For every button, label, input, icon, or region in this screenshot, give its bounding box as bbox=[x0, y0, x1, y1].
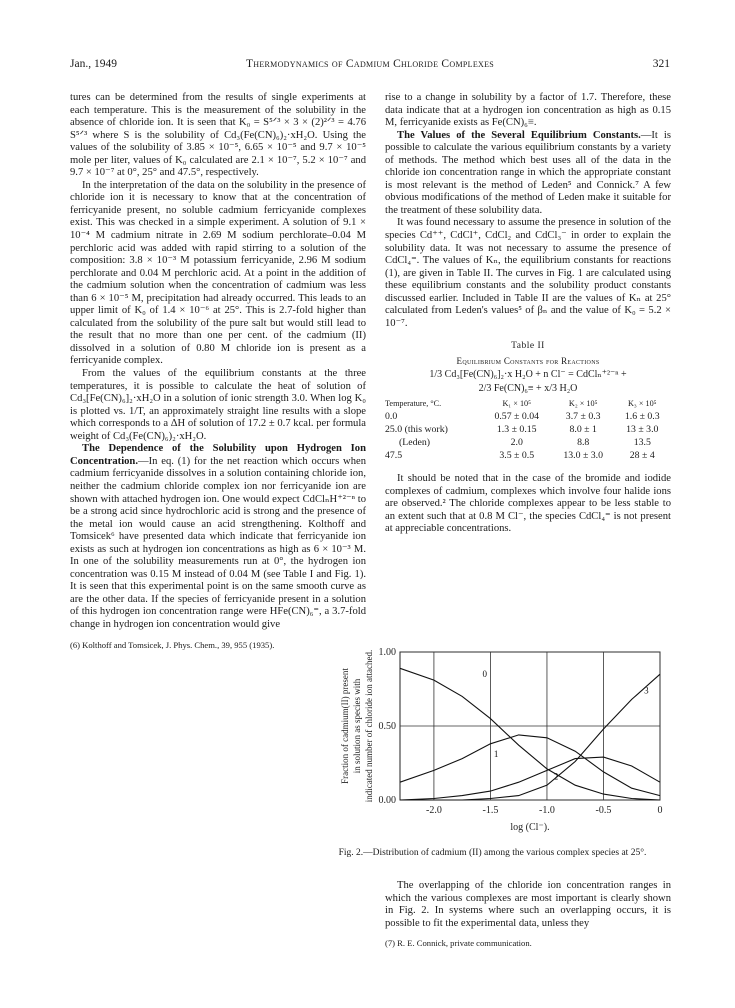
table-cell: 2.0 bbox=[510, 436, 523, 448]
table-cell: 8.8 bbox=[577, 436, 590, 448]
section-title: The Dependence of the Solubility upon Hydrogen Ion Concentration. bbox=[70, 443, 366, 467]
series-line-1 bbox=[400, 735, 660, 796]
table-cell: 28 ± 4 bbox=[629, 449, 655, 461]
table-cell: 47.5 bbox=[385, 449, 403, 461]
page-number: 321 bbox=[652, 58, 670, 70]
table-header-cell: Temperature, °C. bbox=[385, 399, 442, 409]
paragraph: tures can be determined from the results of single experiments at each temperature. This is the measurement of the solubility in the absence of chloride ion. It is seen that K₀ = S⁵ᐟ³ × 3 × (2)²ᐟ³ = 4.76 S⁵ᐟ³ where S is the solubility of Cd₃(Fe(CN)₆)₂·xH₂O. Using the values of the solubility of 3.85 × 10⁻⁵, 6.65 × 10⁻⁵ and 9.7 × 10⁻⁵ mole per liter, values of K₀ calculated are 2.1 × 10⁻⁷, 5.2 × 10⁻⁷ and 9.7 × 10⁻⁷ at 0°, 25° and 47.5°, respectively. bbox=[70, 92, 366, 179]
table-header-cell: K₃ × 10⁵ bbox=[628, 399, 657, 409]
table-cell: 1.3 ± 0.15 bbox=[496, 423, 537, 435]
table-header-row bbox=[385, 399, 671, 411]
footnote: (7) R. E. Connick, private communication. bbox=[385, 938, 532, 949]
table-cell: 0.0 bbox=[385, 410, 398, 422]
table-cell: 13.0 ± 3.0 bbox=[563, 449, 604, 461]
table-caption: Equilibrium Constants for Reactions bbox=[456, 355, 600, 366]
running-header bbox=[70, 58, 670, 76]
series-line-3 bbox=[400, 674, 660, 800]
x-tick-label: -2.0 bbox=[425, 805, 442, 816]
table-reaction-line-2: 2/3 Fe(CN)₆≡ + x/3 H₂O bbox=[478, 383, 578, 395]
y-axis-label-line: in solution as species with bbox=[352, 678, 362, 774]
constants-table bbox=[385, 399, 671, 463]
y-axis-label-line: Fraction of cadmium(II) present bbox=[340, 668, 350, 784]
header-title: Thermodynamics of Cadmium Chloride Complexes bbox=[245, 58, 495, 70]
series-line-0 bbox=[400, 668, 660, 800]
x-tick-label: -0.5 bbox=[595, 805, 612, 816]
section-paragraph bbox=[385, 130, 671, 218]
section-body: —In eq. (1) for the net reaction which occurs when cadmium ferricyanide dissolves in a solution containing chloride ion, neither the cadmium chloride complex ion nor ferricyanide ion are shown with attached hydrogen ion. One would expect CdClₙH⁺²⁻ⁿ to be a strong acid since hydrochloric acid is strong and the presence of the metal ion would cause an acid strengthening. Kolthoff and Tomsicek⁶ have presented data which indicate that ferricyanide ion exists as such at hydrogen ion concentrations as high as 6 × 10⁻³ M. In one of the solubility measurements run at 0°, the hydrogen ion concentration was 0.15 M instead of 0.04 M (see Table I and Fig. 1). It is seen that this experimental point is on the same smooth curve as are the other data. If the species of ferricyanide present in a solution of this hydrogen ion concentration range were HFe(CN)₆⁼, a 3.7-fold change in hydrogen ion concentration would give bbox=[70, 455, 366, 630]
paragraph: From the values of the equilibrium constants at the three temperatures, it is possible to calculate the heat of solution of Cd₃[Fe(CN)₆]₂·xH₂O in a solution of ionic strength 3.0. When log K₀ is plotted vs. 1/T, an approximately straight line results with a slope which corresponds to a ΔH of solution of 17.2 ± 0.7 kcal. per formula weight of Cd₃(Fe(CN)₆)₂·xH₂O. bbox=[70, 368, 366, 442]
header-date: Jan., 1949 bbox=[70, 58, 117, 70]
section-title: The Values of the Several Equilibrium Constants. bbox=[397, 129, 641, 141]
paragraph: It was found necessary to assume the presence in solution of the species Cd⁺⁺, CdCl⁺, CdCl₂ and CdCl₃⁻ in order to explain the solubility data. It was not necessary to assume the presence of CdCl₄⁼. The values of Kₙ, the equilibrium constants for reactions (1), are given in Table II. The curves in Fig. 1 are calculated using these equilibrium constants and the solubility product constants discussed earlier. Included in Table II are the values of Kₙ at 25° calculated from Leden's values⁵ of βₙ and the value of K₀ = 5.2 × 10⁻⁷. bbox=[385, 217, 671, 329]
table-title: Table II bbox=[511, 341, 545, 352]
series-line-2 bbox=[400, 757, 660, 800]
right-column bbox=[385, 92, 671, 536]
series-label-2: 2 bbox=[553, 771, 559, 782]
y-tick-label: 0.00 bbox=[378, 795, 396, 806]
footnote: (6) Kolthoff and Tomsicek, J. Phys. Chem., 39, 955 (1935). bbox=[70, 639, 275, 650]
y-tick-label: 0.50 bbox=[378, 721, 396, 732]
x-tick-label: -1.5 bbox=[482, 805, 499, 816]
table-cell: 13.5 bbox=[633, 436, 651, 448]
paragraph: It should be noted that in the case of the bromide and iodide complexes of cadmium, complexes which involve four halide ions are observed.² The chloride complexes appear to be less stable to an extent such that at 0.8 M Cl⁻, the species CdCl₄⁼ is not present at appreciable concentrations. bbox=[385, 472, 671, 535]
table-header-cell: K₁ × 10⁵ bbox=[502, 399, 531, 409]
table-cell: 13 ± 3.0 bbox=[626, 423, 659, 435]
table-cell: 1.6 ± 0.3 bbox=[624, 410, 660, 422]
table-reaction-line-1: 1/3 Cd₃[Fe(CN)₆]₂·x H₂O + n Cl⁻ = CdClₙ⁺²⁻ⁿ + bbox=[429, 369, 627, 381]
series-label-0: 0 bbox=[482, 669, 488, 680]
table-row bbox=[385, 437, 671, 450]
table-header-cell: K₂ × 10⁵ bbox=[568, 399, 598, 409]
figure-2 bbox=[300, 640, 680, 870]
right-column-bottom bbox=[385, 880, 671, 949]
y-axis-label-line: indicated number of chloride ion attached. bbox=[364, 649, 374, 803]
table-row bbox=[385, 411, 671, 424]
y-tick-label: 1.00 bbox=[378, 647, 396, 658]
section-paragraph bbox=[70, 443, 366, 631]
x-tick-label: 0 bbox=[657, 805, 663, 816]
table-cell: 3.7 ± 0.3 bbox=[565, 410, 601, 422]
table-cell: 0.57 ± 0.04 bbox=[494, 410, 540, 422]
paragraph: rise to a change in solubility by a factor of 1.7. Therefore, these data indicate that at a hydrogen ion concentration as high as 0.15 M, ferricyanide exists as Fe(CN)₆≡. bbox=[385, 92, 671, 129]
series-label-3: 3 bbox=[644, 685, 649, 696]
table-row bbox=[385, 424, 671, 437]
series-label-1: 1 bbox=[493, 749, 499, 760]
section-body: —It is possible to calculate the various equilibrium constants by a variety of methods. The method which best uses all of the data in the chloride ion concentration range in which the appropriate constant is most relevant is the method of Leden⁵ and Connick.⁷ A few obvious modifications of the method of Leden make it suitable for the treatment of these solubility data. bbox=[385, 129, 671, 216]
x-tick-label: -1.0 bbox=[539, 805, 555, 816]
x-axis-label: log (Cl⁻). bbox=[510, 822, 550, 833]
table-cell: (Leden) bbox=[399, 436, 431, 448]
table-cell: 8.0 ± 1 bbox=[569, 423, 597, 435]
table-cell: 25.0 (this work) bbox=[385, 423, 448, 435]
figure-caption: Fig. 2.—Distribution of cadmium (II) among the various complex species at 25°. bbox=[338, 848, 647, 858]
distribution-chart bbox=[300, 640, 680, 845]
table-cell: 3.5 ± 0.5 bbox=[499, 449, 535, 461]
left-column bbox=[70, 92, 366, 651]
paragraph: In the interpretation of the data on the solubility in the presence of chloride ion it is necessary to know that at the concentration of ferricyanide present, no soluble cadmium ferricyanide complexes exist. This was checked in a simple experiment. A solution of 9.1 × 10⁻⁴ M cadmium nitrate in 2.69 M sodium perchlorate–0.04 M perchloric acid was added with rapid stirring to a solution of the composition: 3.8 × 10⁻³ M potassium ferricyanide, 2.96 M sodium perchlorate and 0.04 M perchloric acid. At a point in the addition of the cadmium solution when the concentration of cadmium was less than 6 × 10⁻⁵ M, precipitation had already occurred. This leads to an upper limit of K₀ of 1.4 × 10⁻⁶ at 25°. This is 2.7-fold higher than calculated from the solubility of the pure salt but would still lead to the result that no more than one per cent. of the cadmium (II) dissolved in a solution of 0.80 M chloride ion is present as a ferricyanide complex. bbox=[70, 179, 366, 367]
paragraph: The overlapping of the chloride ion concentration ranges in which the various complexes are most important is clearly shown in Fig. 2. In systems where such an overlapping occurs, it is possible to fit the experimental data, unless they bbox=[385, 880, 671, 929]
table-row bbox=[385, 450, 671, 463]
